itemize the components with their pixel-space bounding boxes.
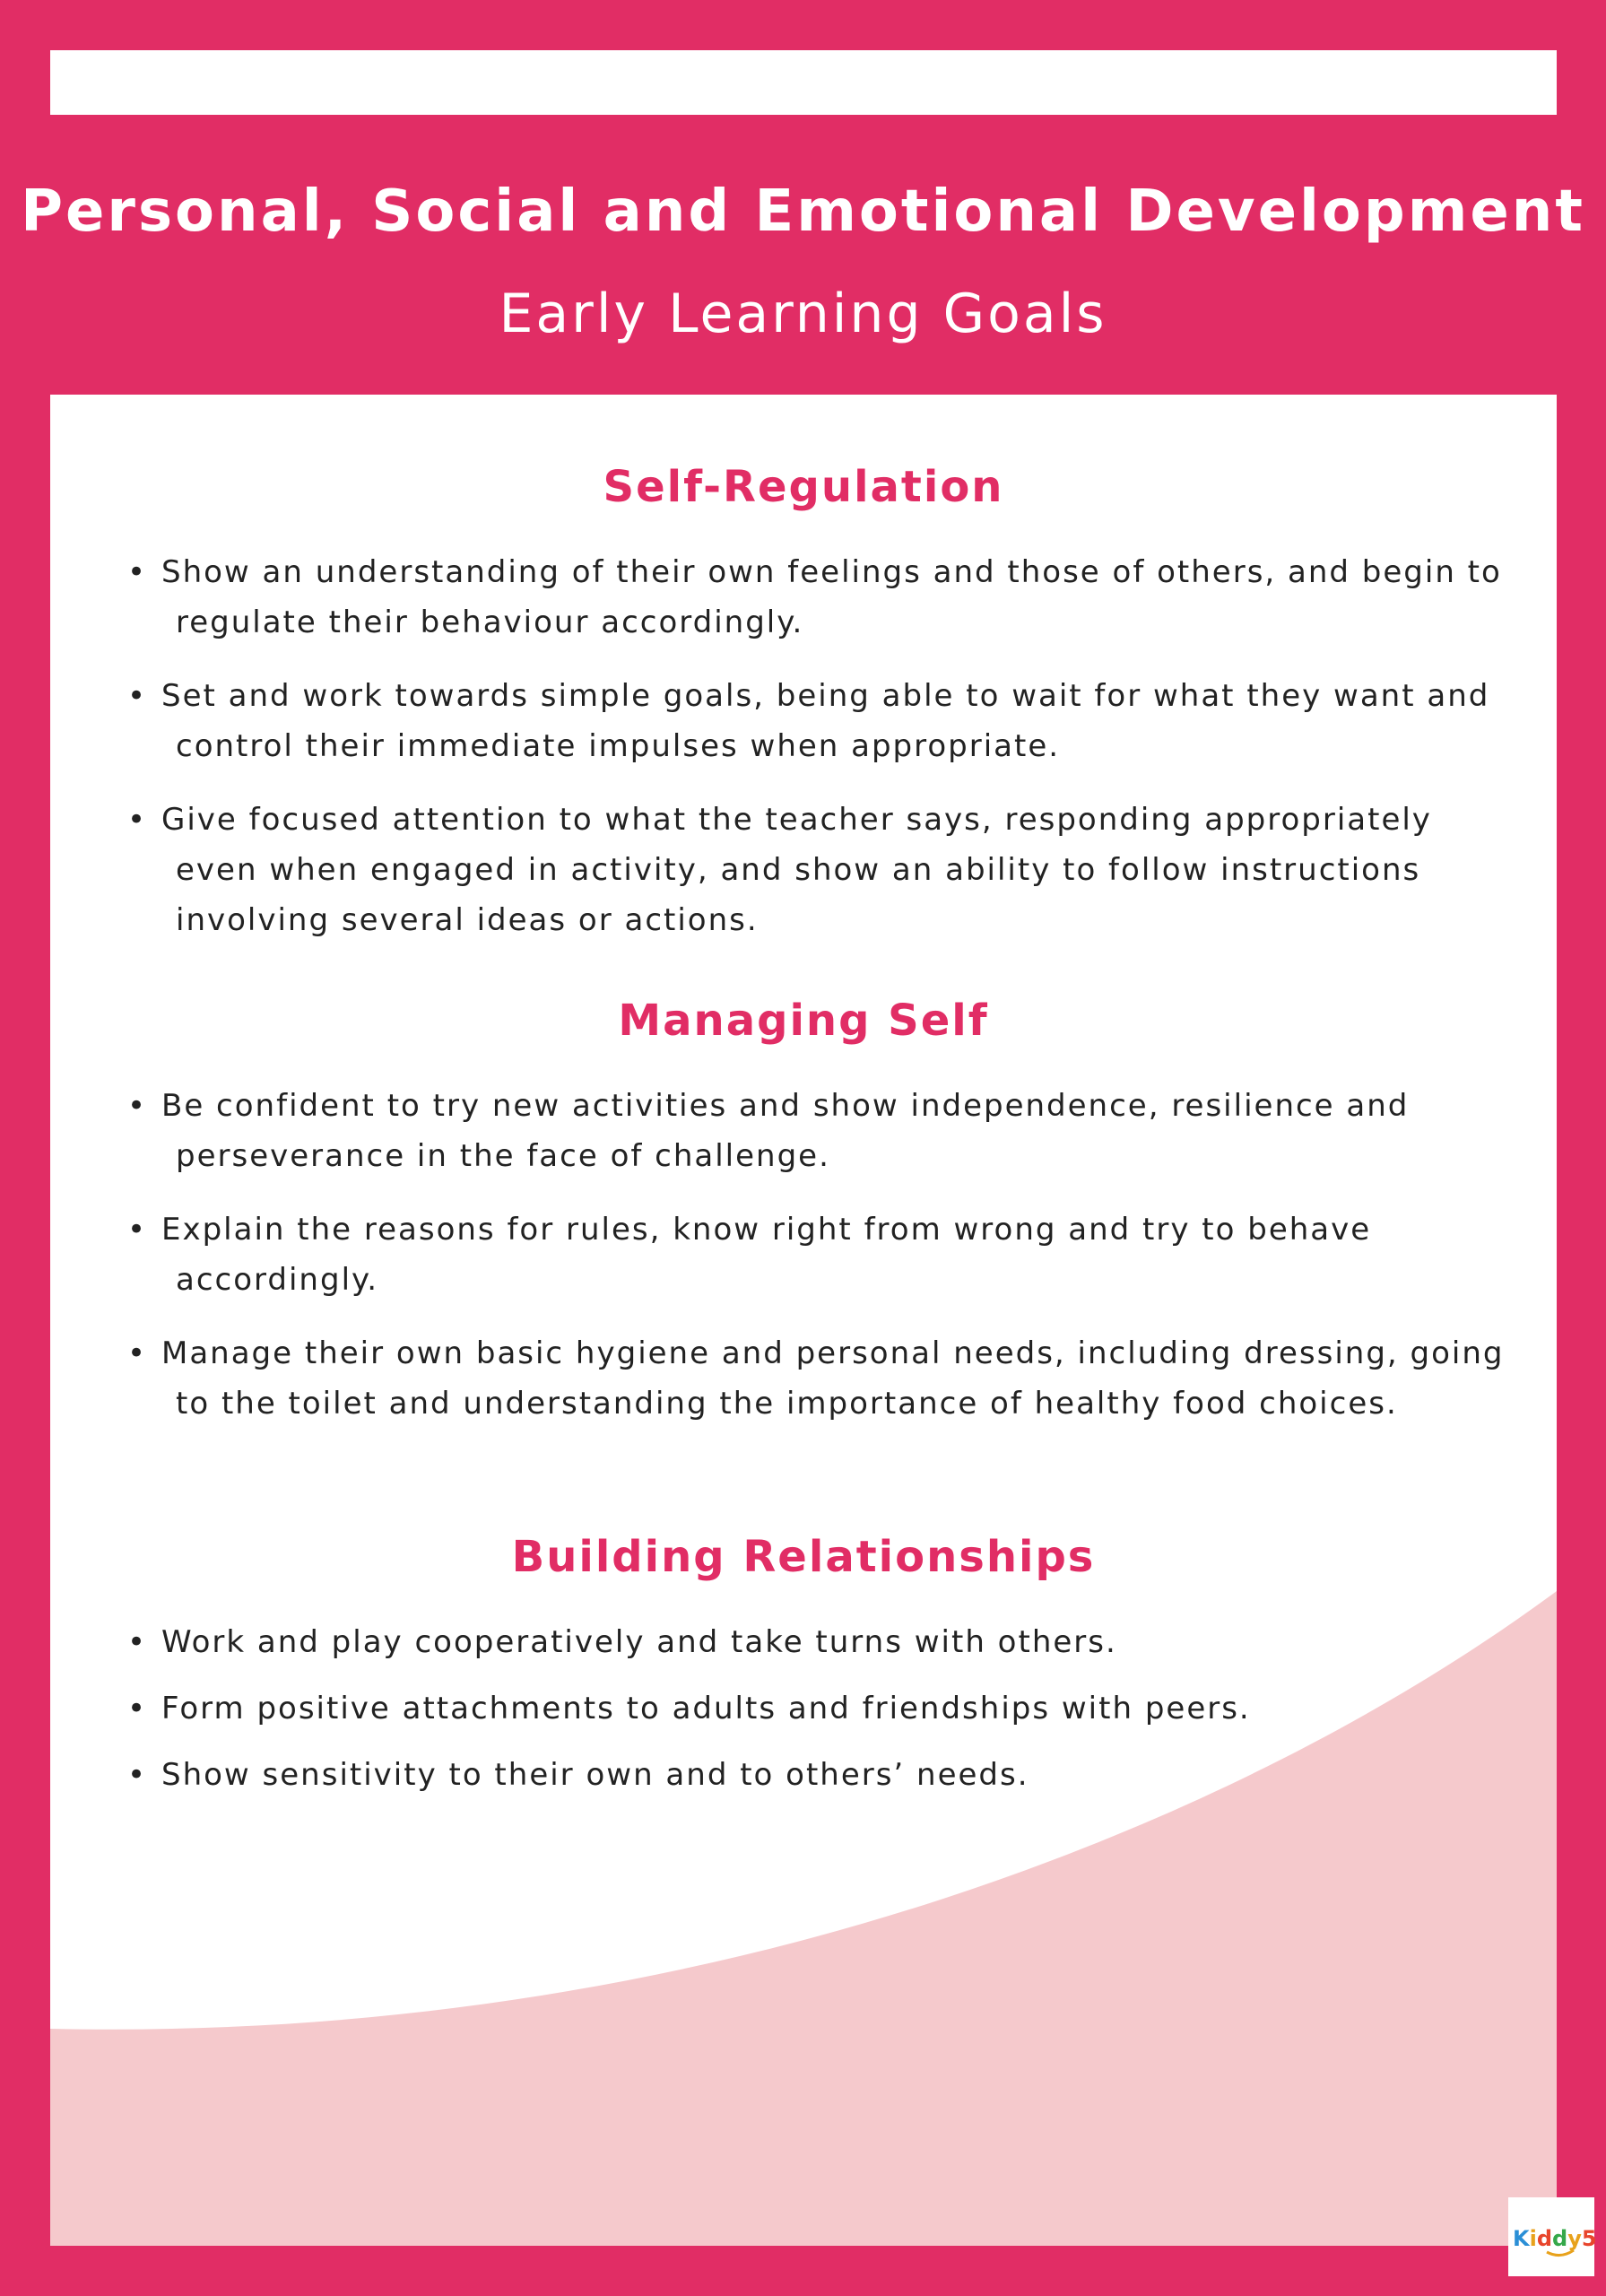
- list-item: • Explain the reasons for rules, know right from wrong and try to behave accordingly.: [122, 1205, 1521, 1305]
- bullet-dot-icon: •: [127, 1691, 148, 1726]
- bullet-list-managing-self: [122, 1081, 1521, 1452]
- list-item: • Work and play cooperatively and take turns with others.: [122, 1617, 1521, 1667]
- list-item: • Show sensitivity to their own and to others’ needs.: [122, 1750, 1521, 1800]
- bullet-dot-icon: •: [127, 554, 148, 590]
- kiddy5-logo-icon: [1511, 2210, 1597, 2264]
- page-subtitle: Early Learning Goals: [499, 283, 1107, 345]
- list-item: • Manage their own basic hygiene and personal needs, including dressing, going to the toilet and understanding the importance of healthy food choices.: [122, 1328, 1521, 1429]
- section-title-self-regulation: Self-Regulation: [603, 462, 1004, 512]
- bullet-dot-icon: •: [127, 1212, 148, 1248]
- bullet-dot-icon: •: [127, 1335, 148, 1371]
- list-item: • Set and work towards simple goals, being able to wait for what they want and control their immediate impulses when appropriate.: [122, 671, 1521, 771]
- list-item: • Give focused attention to what the teacher says, responding appropriately even when engaged in activity, and show an ability to follow instructions involving several ideas or actions.: [122, 795, 1521, 945]
- content-panel: [50, 395, 1557, 2246]
- top-white-strip: [50, 50, 1557, 115]
- bullet-dot-icon: •: [127, 1757, 148, 1793]
- list-item: • Form positive attachments to adults and friendships with peers.: [122, 1683, 1521, 1734]
- bullet-list-self-regulation: [122, 547, 1521, 969]
- bullet-dot-icon: •: [127, 1624, 148, 1660]
- section-title-building-relationships: Building Relationships: [511, 1532, 1096, 1582]
- list-item: • Be confident to try new activities and show independence, resilience and perseverance in the face of challenge.: [122, 1081, 1521, 1181]
- svg-text:Kiddy5: Kiddy5: [1513, 2226, 1597, 2251]
- kiddy5-logo: [1508, 2197, 1597, 2276]
- page-title: Personal, Social and Emotional Development: [21, 178, 1585, 245]
- bullet-dot-icon: •: [127, 678, 148, 714]
- bullet-dot-icon: •: [127, 802, 148, 838]
- section-title-managing-self: Managing Self: [618, 996, 989, 1046]
- bullet-dot-icon: •: [127, 1088, 148, 1124]
- list-item: • Show an understanding of their own feelings and those of others, and begin to regulate their behaviour accordingly.: [122, 547, 1521, 648]
- bullet-list-building-relationships: [122, 1617, 1521, 1816]
